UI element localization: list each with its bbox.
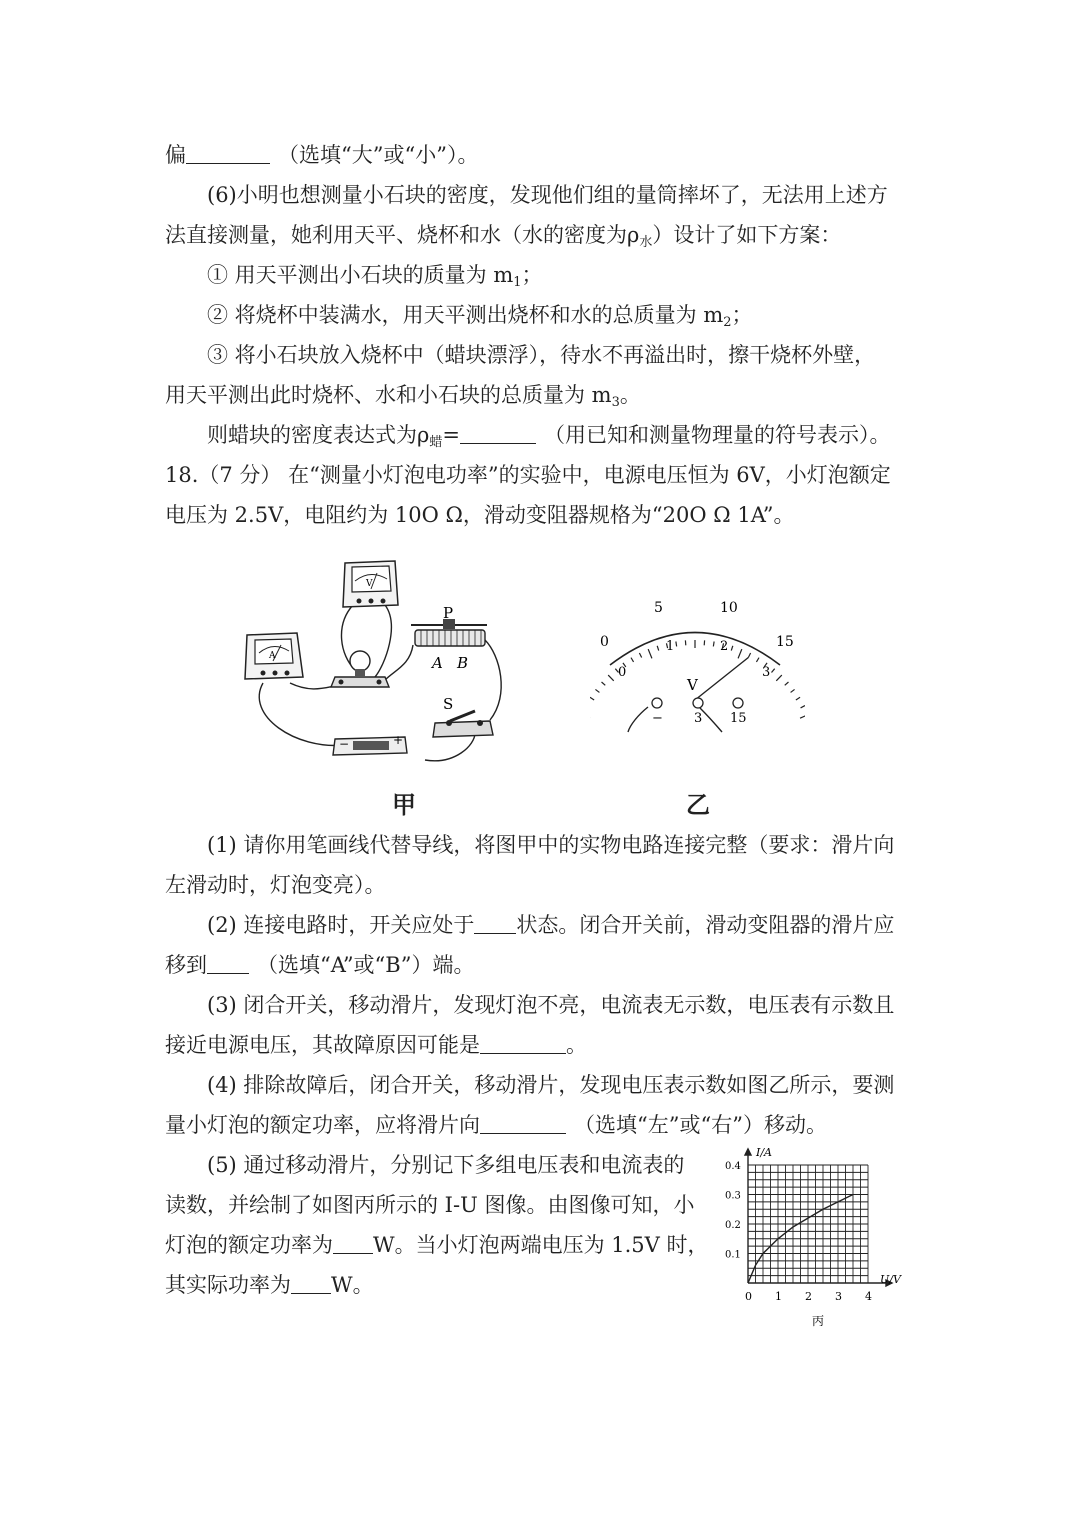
- question-5-line-4: [165, 1270, 374, 1300]
- text: (4) 排除故障后，闭合开关，移动滑片，发现电压表示数如图乙所示，要测: [207, 1073, 895, 1097]
- text: (2) 连接电路时，开关应处于: [207, 913, 475, 937]
- x-tick-label: 2: [805, 1290, 812, 1303]
- figure-caption-jia: 甲: [392, 791, 416, 819]
- dial-tick: [801, 706, 805, 708]
- text: 则蜡块的密度表达式为ρ: [207, 423, 430, 447]
- dial-tick: [771, 669, 774, 673]
- x-tick-label: 3: [835, 1290, 842, 1303]
- text: (3) 闭合开关，移动滑片，发现灯泡不亮，电流表无示数，电压表有示数且: [207, 993, 895, 1017]
- text: （用已知和测量物理量的符号表示）。: [543, 423, 891, 447]
- battery-minus: −: [339, 737, 350, 751]
- text: （选填“左”或“右”）移动。: [574, 1113, 827, 1137]
- dial-tick: [748, 653, 750, 657]
- dial-tick: [796, 697, 800, 700]
- slider-p-label: P: [443, 604, 454, 622]
- wire: [628, 707, 648, 732]
- subscript: 3: [611, 395, 620, 410]
- switch-s-label: S: [443, 695, 454, 713]
- text: W。当小灯泡两端电压为 1.5V 时，: [373, 1233, 709, 1257]
- dial-tick: [791, 689, 795, 692]
- question-2-line-2: [165, 950, 474, 980]
- switch-icon: [433, 695, 493, 737]
- rheostat-icon: [411, 604, 487, 672]
- end-a-label: A: [432, 654, 443, 672]
- y-axis-label: I/A: [756, 1146, 772, 1159]
- text: (1) 请你用笔画线代替导线，将图甲中的实物电路连接完整（要求：滑片向: [207, 833, 895, 857]
- text: 。: [619, 383, 641, 407]
- answer-blank[interactable]: [480, 1031, 566, 1054]
- text: 左滑动时，灯泡变亮）。: [165, 873, 386, 897]
- text: 18.（7 分） 在“测量小灯泡电功率”的实验中，电源电压恒为 6V，小灯泡额定: [165, 463, 891, 487]
- x-tick-label: 4: [865, 1290, 872, 1303]
- inner-scale-1: 1: [666, 639, 675, 654]
- x-tick-label: 0: [745, 1290, 752, 1303]
- step-3: [207, 340, 875, 370]
- density-expression-line: [207, 420, 890, 458]
- meter-symbol: V: [687, 676, 698, 694]
- inner-scale-2: 2: [720, 639, 729, 654]
- dial-tick: [713, 641, 714, 646]
- text: ；: [521, 263, 543, 287]
- terminal-3v-label: 3: [694, 711, 703, 726]
- answer-blank[interactable]: [474, 911, 516, 934]
- question-18-title: [165, 460, 891, 490]
- text: 读数，并绘制了如图丙所示的 I-U 图像。由图像可知，小: [165, 1193, 695, 1217]
- text-line-3: [165, 220, 841, 258]
- question-3-line-1: [207, 990, 894, 1020]
- dial-tick: [602, 682, 606, 685]
- question-18-line-2: [165, 500, 795, 530]
- dial-tick: [595, 689, 599, 692]
- wire: [385, 645, 413, 680]
- answer-blank[interactable]: [291, 1271, 331, 1294]
- question-5-line-1: [207, 1150, 684, 1180]
- dial-needle: [695, 658, 748, 700]
- text: ① 用天平测出小石块的质量为 m: [207, 263, 514, 287]
- text: 。: [566, 1033, 587, 1057]
- terminal-3v-icon: [693, 698, 703, 708]
- y-tick-label: 0.2: [725, 1220, 741, 1231]
- dial-tick: [676, 641, 677, 646]
- text-line-2: [207, 180, 888, 210]
- step-1: [207, 260, 543, 298]
- inner-scale-3: 3: [762, 665, 771, 680]
- dial-tick: [639, 653, 641, 657]
- wire: [375, 605, 391, 677]
- answer-blank[interactable]: [460, 421, 536, 444]
- y-axis-arrow: [745, 1149, 751, 1155]
- text: 法直接测量，她利用天平、烧杯和水（水的密度为ρ: [165, 223, 640, 247]
- text: 电压为 2.5V，电阻约为 10O Ω，滑动变阻器规格为“20O Ω 1A”。: [165, 503, 795, 527]
- iu-chart: [722, 1138, 912, 1333]
- text: W。: [331, 1273, 374, 1297]
- end-b-label: B: [457, 654, 469, 672]
- text: 移到: [165, 953, 207, 977]
- dial-tick: [776, 675, 782, 681]
- battery-icon: [333, 733, 407, 755]
- text-line-1: [165, 140, 478, 170]
- question-4-line-2: [165, 1110, 827, 1140]
- terminal-negative-icon: [652, 698, 662, 708]
- voltmeter-dial-figure-yi: [590, 590, 805, 735]
- question-3-line-2: [165, 1030, 587, 1060]
- dial-tick: [756, 658, 759, 662]
- x-axis-label: U/V: [880, 1273, 901, 1286]
- text: 量小灯泡的额定功率，应将滑片向: [165, 1113, 480, 1137]
- terminal-negative-label: −: [652, 711, 663, 726]
- text: ② 将烧杯中装满水，用天平测出烧杯和水的总质量为 m: [207, 303, 724, 327]
- question-5-line-3: [165, 1230, 709, 1260]
- subscript: 2: [723, 315, 732, 330]
- terminal-15v-icon: [733, 698, 743, 708]
- x-tick-label: 1: [775, 1290, 782, 1303]
- ammeter-icon: [245, 633, 303, 679]
- y-tick-label: 0.3: [725, 1190, 741, 1202]
- chart-title: 丙: [812, 1314, 825, 1328]
- text: ③ 将小石块放入烧杯中（蜡块漂浮），待水不再溢出时，擦干烧杯外壁，: [207, 343, 876, 367]
- text: ；: [731, 303, 753, 327]
- dial-tick: [657, 646, 659, 651]
- text: (6)小明也想测量小石块的密度，发现他们组的量筒摔坏了，无法用上述方: [207, 183, 888, 207]
- text: 状态。闭合开关前，滑动变阻器的滑片应: [516, 913, 895, 937]
- question-1-line-2: [165, 870, 386, 900]
- text: 偏: [165, 143, 186, 167]
- subscript: 蜡: [429, 435, 443, 450]
- wire: [259, 683, 345, 745]
- dial-tick: [731, 646, 733, 651]
- text: （选填“A”或“B”）端。: [257, 953, 475, 977]
- dial-tick: [738, 649, 742, 658]
- outer-scale-15: 15: [776, 634, 794, 650]
- text: =: [442, 423, 460, 447]
- text: 接近电源电压，其故障原因可能是: [165, 1033, 480, 1057]
- outer-scale-10: 10: [720, 600, 738, 616]
- text: 用天平测出此时烧杯、水和小石块的总质量为 m: [165, 383, 612, 407]
- text: (5) 通过移动滑片，分别记下多组电压表和电流表的: [207, 1153, 685, 1177]
- answer-blank[interactable]: [333, 1231, 373, 1254]
- dial-tick: [631, 658, 634, 662]
- question-2-line-1: [207, 910, 894, 940]
- battery-plus: +: [393, 733, 404, 747]
- outer-scale-5: 5: [654, 600, 663, 616]
- answer-blank[interactable]: [480, 1111, 566, 1134]
- wire: [700, 708, 722, 732]
- text: ）设计了如下方案：: [652, 223, 842, 247]
- text-line-7: [165, 380, 641, 418]
- inner-scale-0: 0: [618, 665, 627, 680]
- text: （选填“大”或“小”）。: [278, 143, 479, 167]
- figure-caption-yi: 乙: [686, 791, 710, 819]
- dial-tick: [590, 697, 594, 700]
- outer-scale-0: 0: [600, 634, 609, 650]
- text: 灯泡的额定功率为: [165, 1233, 333, 1257]
- y-tick-label: 0.1: [725, 1249, 741, 1261]
- subscript: 1: [513, 275, 522, 290]
- dial-tick: [785, 682, 789, 685]
- y-tick-label: 0.4: [725, 1161, 741, 1172]
- question-1-line-1: [207, 830, 894, 860]
- text: 其实际功率为: [165, 1273, 291, 1297]
- ammeter-label: A: [269, 651, 276, 661]
- wire: [485, 640, 501, 720]
- answer-blank[interactable]: [207, 951, 249, 974]
- terminal-15v-label: 15: [730, 711, 747, 726]
- question-5-line-2: [165, 1190, 694, 1220]
- voltmeter-label: V: [366, 579, 373, 589]
- dial-tick: [608, 675, 614, 681]
- voltmeter-icon: [343, 561, 398, 607]
- answer-blank[interactable]: [186, 141, 270, 164]
- dial-tick: [800, 714, 805, 718]
- step-2: [207, 300, 753, 338]
- subscript: 水: [639, 235, 653, 250]
- dial-tick: [648, 649, 652, 658]
- circuit-figure-jia: [235, 545, 510, 770]
- question-4-line-1: [207, 1070, 894, 1100]
